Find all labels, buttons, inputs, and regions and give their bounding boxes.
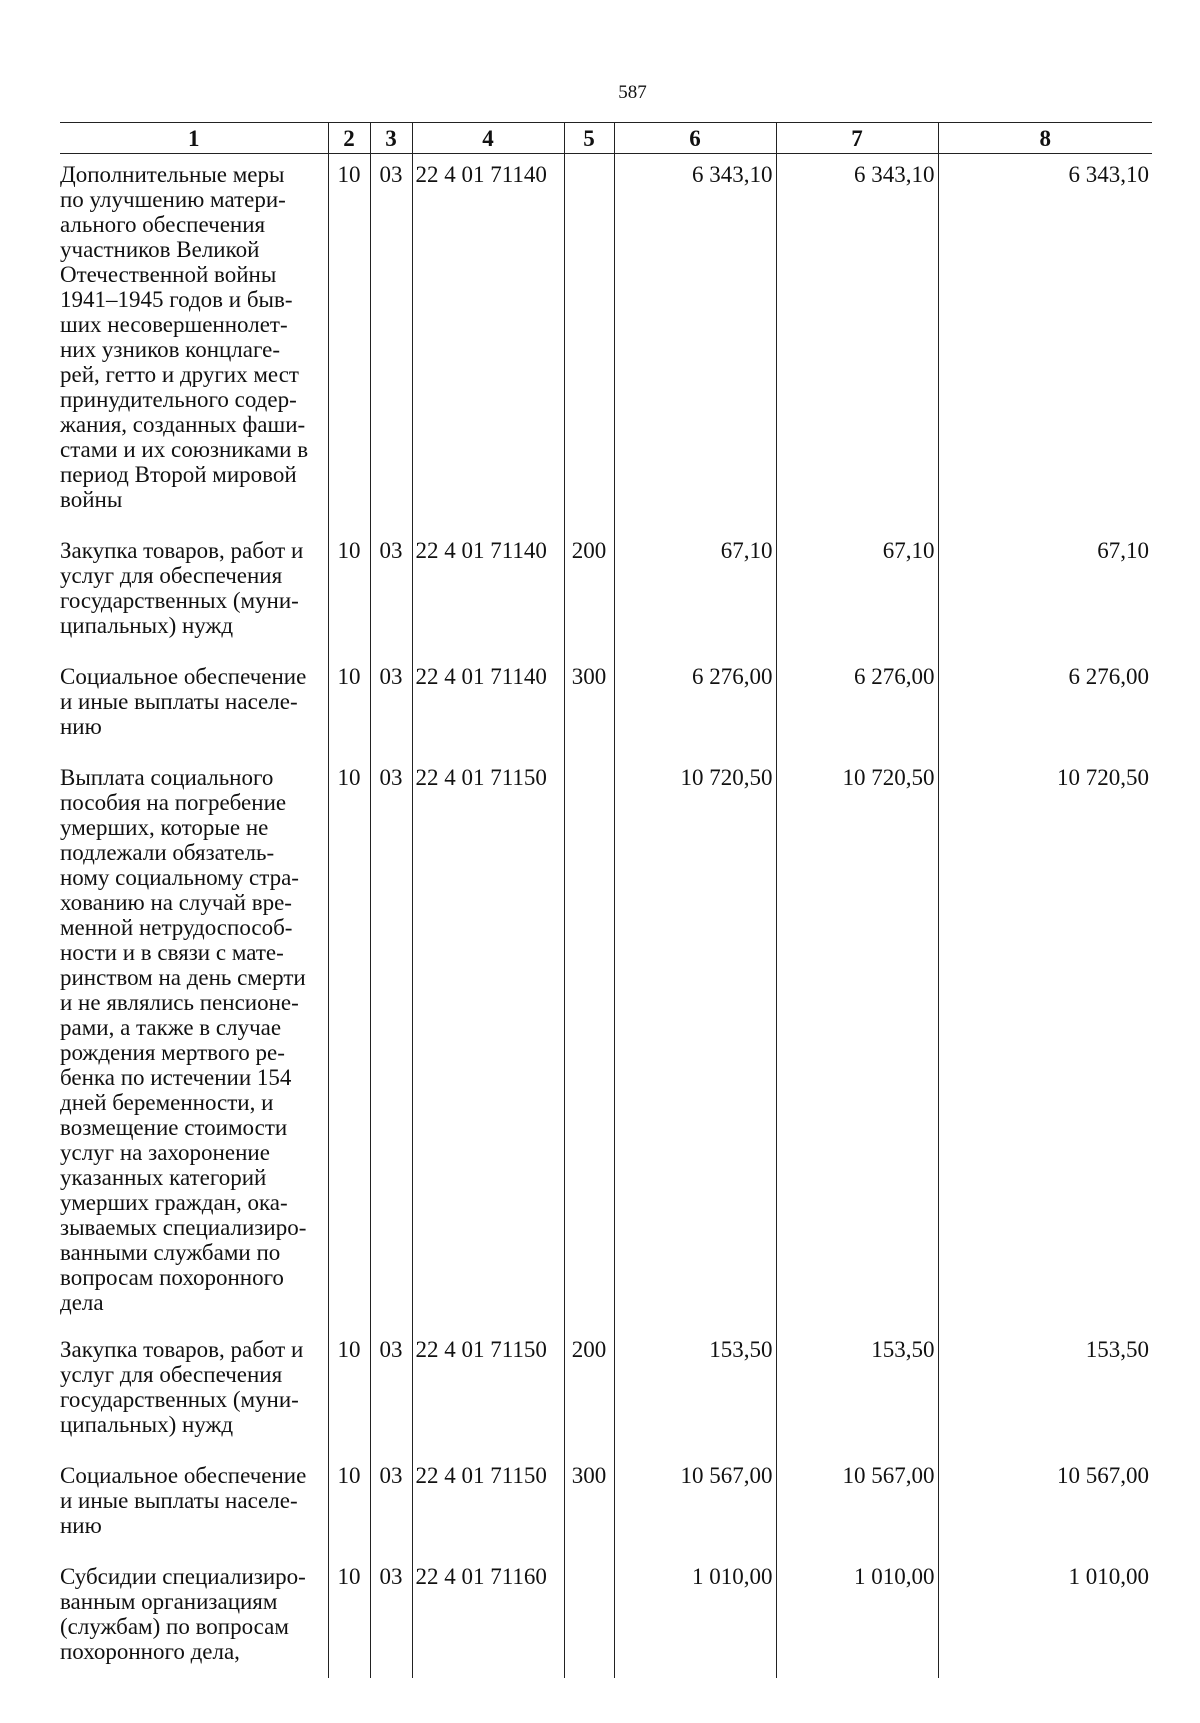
spacer-cell xyxy=(564,1437,614,1455)
spacer-cell xyxy=(938,1437,1152,1455)
spacer-cell xyxy=(614,1664,776,1678)
row-spacer xyxy=(60,1315,1152,1329)
spacer-cell xyxy=(328,638,370,656)
section-code: 10 xyxy=(328,656,370,739)
spacer-cell xyxy=(328,1664,370,1678)
amount-col-7: 6 276,00 xyxy=(776,656,938,739)
description-line: пособия на погребение xyxy=(60,790,287,815)
subsection-code: 03 xyxy=(370,1329,412,1437)
table-row xyxy=(60,757,1152,1315)
description-line: хованию на случай вре- xyxy=(60,890,292,915)
spacer-cell xyxy=(328,512,370,530)
amount-col-6: 67,10 xyxy=(614,530,776,638)
spacer-cell xyxy=(564,1538,614,1556)
spacer-cell xyxy=(370,1538,412,1556)
subsection-code: 03 xyxy=(370,1455,412,1538)
description-line: Социальное обеспечение xyxy=(60,664,307,689)
spacer-cell xyxy=(60,512,328,530)
description-line: ципальных) нужд xyxy=(60,1412,234,1437)
amount-col-7: 1 010,00 xyxy=(776,1556,938,1664)
amount-col-8: 6 343,10 xyxy=(938,154,1152,513)
column-header: 2 xyxy=(328,123,370,154)
amount-col-6: 1 010,00 xyxy=(614,1556,776,1664)
spacer-cell xyxy=(328,739,370,757)
description-line: услуг для обеспечения xyxy=(60,1362,283,1387)
spacer-cell xyxy=(564,638,614,656)
expense-type-code xyxy=(564,154,614,513)
spacer-cell xyxy=(776,512,938,530)
spacer-cell xyxy=(412,638,564,656)
description-line: ринством на день смерти xyxy=(60,965,306,990)
description-line: по улучшению матери- xyxy=(60,187,286,212)
spacer-cell xyxy=(938,512,1152,530)
row-description xyxy=(60,1556,328,1664)
description-line: Дополнительные меры xyxy=(60,162,285,187)
expense-type-code: 200 xyxy=(564,1329,614,1437)
spacer-cell xyxy=(60,739,328,757)
table-row xyxy=(60,1455,1152,1538)
description-line: Закупка товаров, работ и xyxy=(60,1337,304,1362)
spacer-cell xyxy=(370,638,412,656)
table-row xyxy=(60,154,1152,513)
target-article-code: 22 4 01 71150 xyxy=(412,1329,564,1437)
description-line: умерших граждан, ока- xyxy=(60,1190,288,1215)
section-code: 10 xyxy=(328,1556,370,1664)
description-line: Отечественной войны xyxy=(60,262,277,287)
target-article-code: 22 4 01 71150 xyxy=(412,1455,564,1538)
spacer-cell xyxy=(328,1437,370,1455)
row-description xyxy=(60,757,328,1315)
expense-type-code: 200 xyxy=(564,530,614,638)
description-line: дела xyxy=(60,1290,104,1315)
section-code: 10 xyxy=(328,530,370,638)
spacer-cell xyxy=(370,1664,412,1678)
row-description xyxy=(60,1455,328,1538)
description-line: Выплата социального xyxy=(60,765,274,790)
row-description xyxy=(60,656,328,739)
section-code: 10 xyxy=(328,154,370,513)
spacer-cell xyxy=(776,1664,938,1678)
description-line: бенка по истечении 154 xyxy=(60,1065,292,1090)
description-line: и не являлись пенсионе- xyxy=(60,990,299,1015)
amount-col-8: 10 567,00 xyxy=(938,1455,1152,1538)
amount-col-8: 67,10 xyxy=(938,530,1152,638)
column-header: 3 xyxy=(370,123,412,154)
amount-col-6: 6 276,00 xyxy=(614,656,776,739)
description-line: ципальных) нужд xyxy=(60,613,234,638)
spacer-cell xyxy=(776,638,938,656)
description-line: указанных категорий xyxy=(60,1165,267,1190)
description-line: ального обеспечения xyxy=(60,212,266,237)
subsection-code: 03 xyxy=(370,154,412,513)
expense-type-code xyxy=(564,757,614,1315)
header-row xyxy=(60,123,1152,154)
table-row xyxy=(60,530,1152,638)
spacer-cell xyxy=(776,739,938,757)
description-line: рами, а также в случае xyxy=(60,1015,282,1040)
spacer-cell xyxy=(938,739,1152,757)
description-line: Субсидии специализиро- xyxy=(60,1564,306,1589)
spacer-cell xyxy=(412,739,564,757)
table-body xyxy=(60,154,1152,1679)
amount-col-6: 153,50 xyxy=(614,1329,776,1437)
column-header: 7 xyxy=(776,123,938,154)
row-spacer xyxy=(60,638,1152,656)
description-line: войны xyxy=(60,487,123,512)
spacer-cell xyxy=(614,1315,776,1329)
amount-col-8: 6 276,00 xyxy=(938,656,1152,739)
description-line: принудительного содер- xyxy=(60,387,297,412)
row-spacer xyxy=(60,739,1152,757)
amount-col-6: 6 343,10 xyxy=(614,154,776,513)
spacer-cell xyxy=(564,512,614,530)
table-row xyxy=(60,656,1152,739)
description-line: нию xyxy=(60,714,102,739)
subsection-code: 03 xyxy=(370,757,412,1315)
spacer-cell xyxy=(938,1664,1152,1678)
description-line: ших несовершеннолет- xyxy=(60,312,288,337)
spacer-cell xyxy=(938,1538,1152,1556)
table-row xyxy=(60,1556,1152,1664)
spacer-cell xyxy=(370,1315,412,1329)
spacer-cell xyxy=(412,1437,564,1455)
spacer-cell xyxy=(60,638,328,656)
spacer-cell xyxy=(412,1538,564,1556)
amount-col-8: 153,50 xyxy=(938,1329,1152,1437)
spacer-cell xyxy=(776,1315,938,1329)
spacer-cell xyxy=(564,1315,614,1329)
description-line: стами и их союзниками в xyxy=(60,437,309,462)
spacer-cell xyxy=(412,1664,564,1678)
description-line: Социальное обеспечение xyxy=(60,1463,307,1488)
row-spacer xyxy=(60,1664,1152,1678)
spacer-cell xyxy=(370,739,412,757)
target-article-code: 22 4 01 71140 xyxy=(412,656,564,739)
expense-type-code: 300 xyxy=(564,656,614,739)
spacer-cell xyxy=(776,1538,938,1556)
spacer-cell xyxy=(564,1664,614,1678)
spacer-cell xyxy=(614,1538,776,1556)
description-line: услуг на захоронение xyxy=(60,1140,270,1165)
description-line: государственных (муни- xyxy=(60,1387,299,1412)
spacer-cell xyxy=(60,1437,328,1455)
column-header: 6 xyxy=(614,123,776,154)
description-line: и иные выплаты населе- xyxy=(60,1488,298,1513)
description-line: (службам) по вопросам xyxy=(60,1614,289,1639)
spacer-cell xyxy=(370,1437,412,1455)
row-spacer xyxy=(60,1538,1152,1556)
description-line: ванными службами по xyxy=(60,1240,281,1265)
description-line: них узников концлаге- xyxy=(60,337,280,362)
description-line: рождения мертвого ре- xyxy=(60,1040,285,1065)
description-line: Закупка товаров, работ и xyxy=(60,538,304,563)
column-header: 8 xyxy=(938,123,1152,154)
column-header: 5 xyxy=(564,123,614,154)
description-line: услуг для обеспечения xyxy=(60,563,283,588)
spacer-cell xyxy=(614,512,776,530)
spacer-cell xyxy=(412,512,564,530)
amount-col-8: 1 010,00 xyxy=(938,1556,1152,1664)
column-header: 1 xyxy=(60,123,328,154)
expense-type-code: 300 xyxy=(564,1455,614,1538)
row-description xyxy=(60,530,328,638)
description-line: период Второй мировой xyxy=(60,462,297,487)
row-spacer xyxy=(60,1437,1152,1455)
spacer-cell xyxy=(60,1538,328,1556)
section-code: 10 xyxy=(328,1329,370,1437)
description-line: 1941–1945 годов и быв- xyxy=(60,287,293,312)
spacer-cell xyxy=(938,1315,1152,1329)
description-line: дней беременности, и xyxy=(60,1090,274,1115)
description-line: похоронного дела, xyxy=(60,1639,240,1664)
subsection-code: 03 xyxy=(370,530,412,638)
amount-col-6: 10 567,00 xyxy=(614,1455,776,1538)
spacer-cell xyxy=(614,739,776,757)
budget-table xyxy=(60,122,1152,1678)
description-line: ному социальному стра- xyxy=(60,865,299,890)
description-line: умерших, которые не xyxy=(60,815,269,840)
spacer-cell xyxy=(564,739,614,757)
target-article-code: 22 4 01 71140 xyxy=(412,530,564,638)
description-line: ванным организациям xyxy=(60,1589,278,1614)
spacer-cell xyxy=(412,1315,564,1329)
spacer-cell xyxy=(614,1437,776,1455)
row-description xyxy=(60,154,328,513)
section-code: 10 xyxy=(328,757,370,1315)
target-article-code: 22 4 01 71140 xyxy=(412,154,564,513)
section-code: 10 xyxy=(328,1455,370,1538)
amount-col-7: 10 567,00 xyxy=(776,1455,938,1538)
amount-col-8: 10 720,50 xyxy=(938,757,1152,1315)
column-header: 4 xyxy=(412,123,564,154)
spacer-cell xyxy=(776,1437,938,1455)
spacer-cell xyxy=(60,1315,328,1329)
description-line: рей, гетто и других мест xyxy=(60,362,299,387)
spacer-cell xyxy=(328,1538,370,1556)
spacer-cell xyxy=(60,1664,328,1678)
spacer-cell xyxy=(938,638,1152,656)
description-line: подлежали обязатель- xyxy=(60,840,275,865)
amount-col-6: 10 720,50 xyxy=(614,757,776,1315)
amount-col-7: 6 343,10 xyxy=(776,154,938,513)
target-article-code: 22 4 01 71160 xyxy=(412,1556,564,1664)
description-line: нию xyxy=(60,1513,102,1538)
page-number: 587 xyxy=(618,82,647,103)
row-spacer xyxy=(60,512,1152,530)
amount-col-7: 153,50 xyxy=(776,1329,938,1437)
spacer-cell xyxy=(328,1315,370,1329)
spacer-cell xyxy=(370,512,412,530)
amount-col-7: 67,10 xyxy=(776,530,938,638)
row-description xyxy=(60,1329,328,1437)
description-line: государственных (муни- xyxy=(60,588,299,613)
description-line: менной нетрудоспособ- xyxy=(60,915,293,940)
table-row xyxy=(60,1329,1152,1437)
description-line: жания, созданных фаши- xyxy=(60,412,306,437)
description-line: вопросам похоронного xyxy=(60,1265,284,1290)
description-line: и иные выплаты населе- xyxy=(60,689,298,714)
amount-col-7: 10 720,50 xyxy=(776,757,938,1315)
subsection-code: 03 xyxy=(370,656,412,739)
description-line: ности и в связи с мате- xyxy=(60,940,284,965)
description-line: участников Великой xyxy=(60,237,260,262)
target-article-code: 22 4 01 71150 xyxy=(412,757,564,1315)
spacer-cell xyxy=(614,638,776,656)
description-line: зываемых специализиро- xyxy=(60,1215,307,1240)
expense-type-code xyxy=(564,1556,614,1664)
subsection-code: 03 xyxy=(370,1556,412,1664)
description-line: возмещение стоимости xyxy=(60,1115,288,1140)
